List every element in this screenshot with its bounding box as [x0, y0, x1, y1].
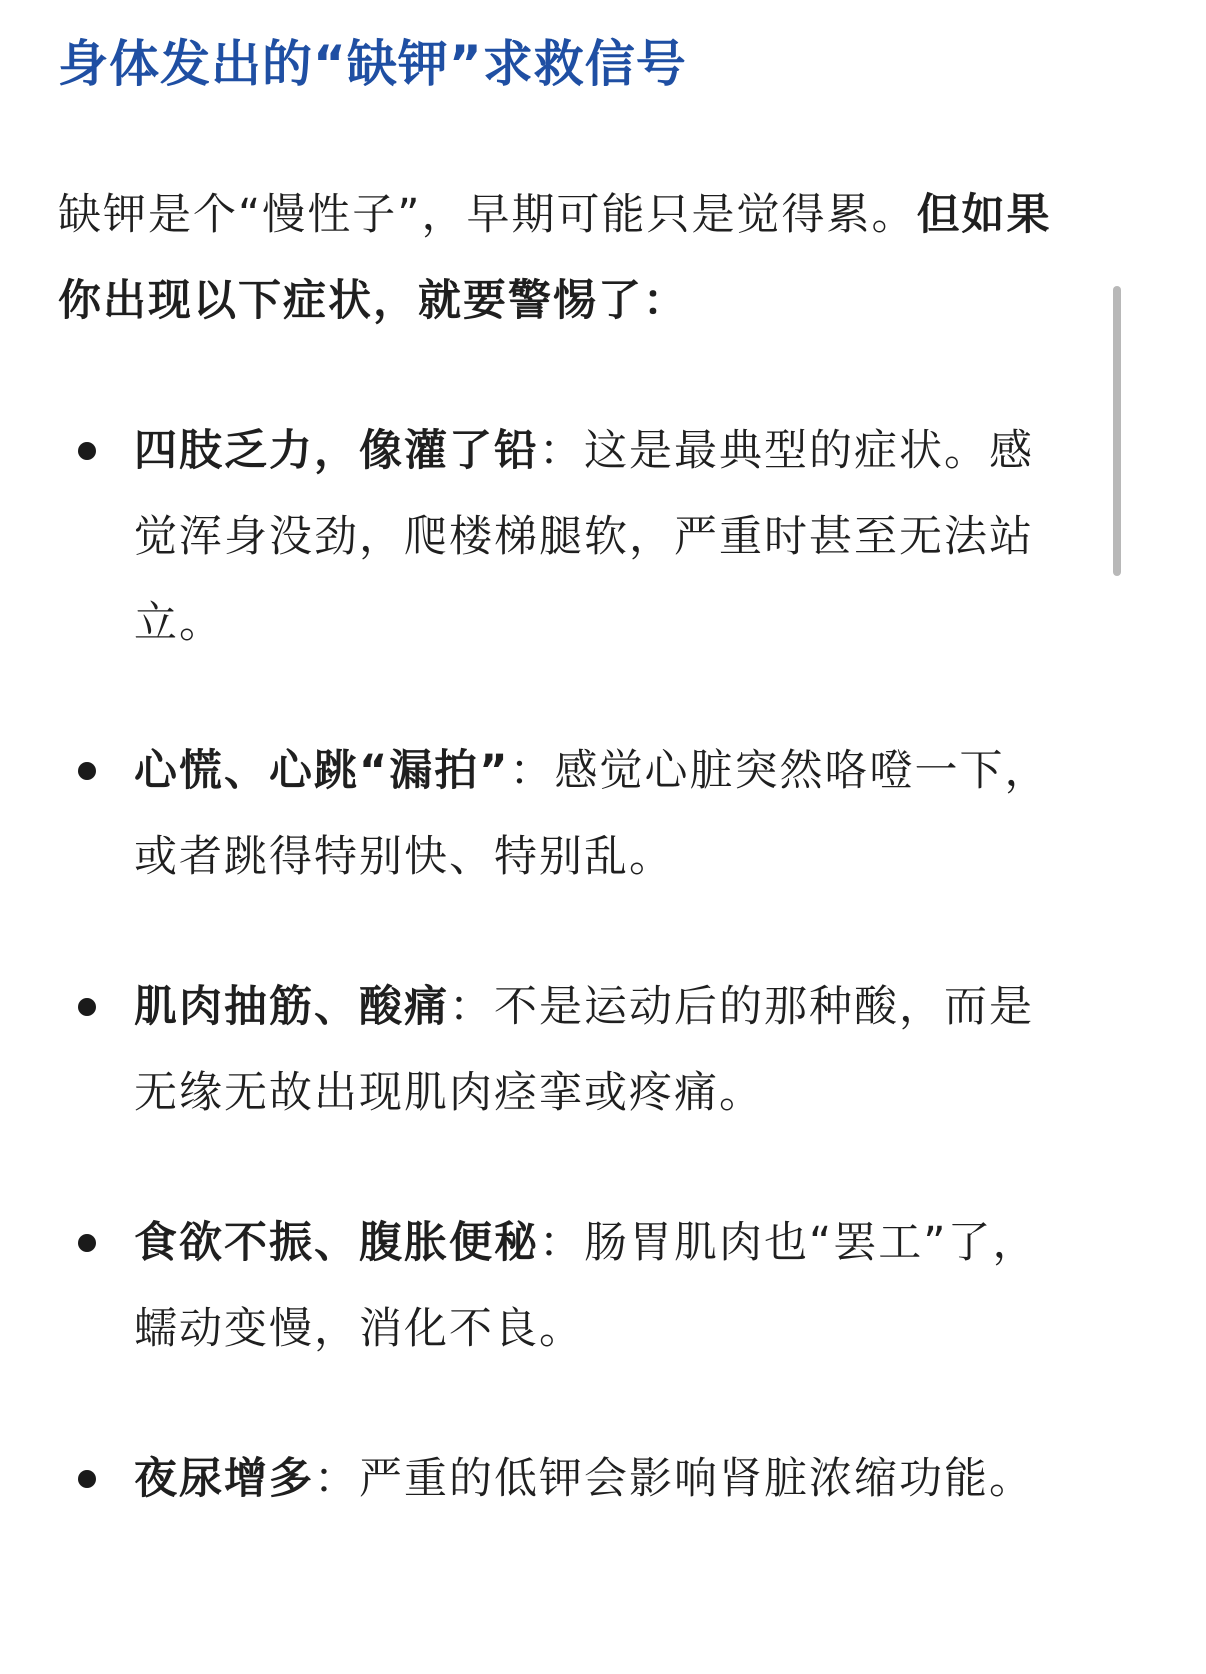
symptom-colon: ：	[314, 1454, 359, 1504]
symptom-description: 不是运动后的那种酸，而是无缘无故出现肌肉痉挛或疼痛。	[134, 982, 1034, 1118]
symptom-description: 这是最典型的症状。感觉浑身没劲，爬楼梯腿软，严重时甚至无法站立。	[134, 426, 1034, 648]
vertical-scrollbar[interactable]	[1108, 0, 1126, 1674]
symptom-term: 四肢乏力，像灌了铅	[134, 426, 539, 476]
symptom-item-nocturia	[134, 1436, 1078, 1522]
symptom-item-limb-weakness	[134, 408, 1078, 666]
symptom-term: 夜尿增多	[134, 1454, 314, 1504]
symptom-colon: ：	[539, 1218, 584, 1268]
symptom-colon: ：	[539, 426, 584, 476]
bullet-dot	[78, 1234, 96, 1252]
intro-text: 缺钾是个“慢性子”，早期可能只是觉得累。	[58, 190, 917, 240]
bullet-dot	[78, 762, 96, 780]
symptom-term: 心慌、心跳“漏拍”	[134, 746, 510, 796]
symptom-description: 感觉心脏突然咯噔一下，或者跳得特别快、特别乱。	[134, 746, 1050, 882]
symptom-colon: ：	[449, 982, 494, 1032]
scrollbar-thumb[interactable]	[1113, 286, 1121, 576]
intro-emphasis: 但如果你出现以下症状，就要警惕了：	[58, 190, 1052, 326]
symptom-item-digestion	[134, 1200, 1078, 1372]
bullet-dot	[78, 442, 96, 460]
symptom-colon: ：	[509, 746, 555, 796]
symptom-item-muscle-cramps	[134, 964, 1078, 1136]
symptom-term: 食欲不振、腹胀便秘	[134, 1218, 539, 1268]
section-heading: 身体发出的“缺钾”求救信号	[58, 35, 687, 93]
symptom-description: 严重的低钾会影响肾脏浓缩功能。	[359, 1454, 1034, 1504]
bullet-dot	[78, 1470, 96, 1488]
bullet-dot	[78, 998, 96, 1016]
symptom-item-palpitations	[134, 728, 1078, 900]
symptom-description: 肠胃肌肉也“罢工”了，蠕动变慢，消化不良。	[134, 1218, 1038, 1354]
symptom-term: 肌肉抽筋、酸痛	[134, 982, 449, 1032]
intro-paragraph	[58, 172, 1078, 344]
